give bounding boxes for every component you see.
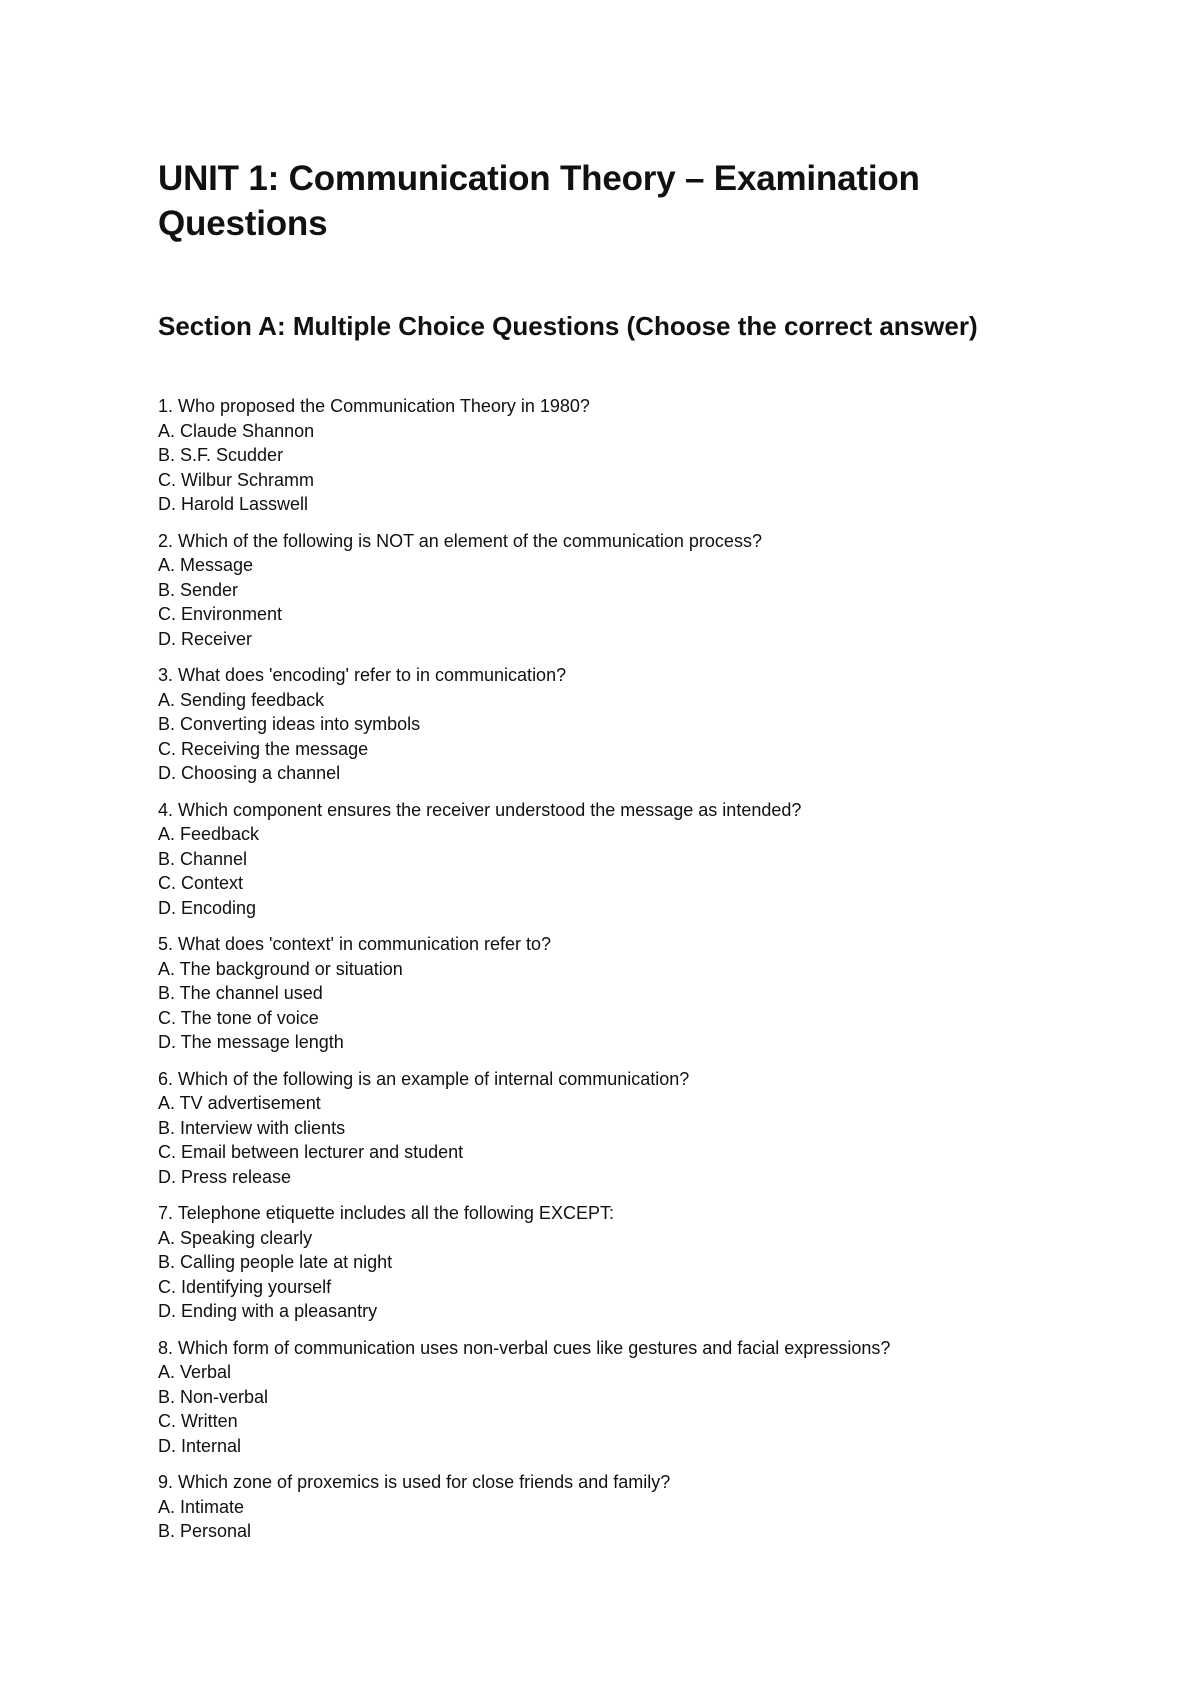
question-list (158, 394, 1058, 1556)
option-d: D. Internal (158, 1435, 242, 1456)
option-d: D. Encoding (158, 897, 257, 918)
document-page (158, 156, 1058, 1541)
option-b: B. Calling people late at night (158, 1252, 393, 1272)
option-a: A. Speaking clearly (158, 1227, 313, 1248)
option-a: A. The background or situation (158, 958, 403, 979)
option-c: C. Environment (158, 604, 283, 624)
option-b: B. S.F. Scudder (158, 445, 284, 465)
option-b: B. Sender (158, 579, 239, 600)
option-a: A. Message (158, 555, 254, 575)
option-a: A. TV advertisement (158, 1093, 321, 1113)
option-b: B. Non-verbal (158, 1386, 269, 1407)
option-b: B. Channel (158, 848, 248, 869)
option-c: C. Written (158, 1411, 238, 1431)
question-2 (158, 529, 1058, 652)
document-title: UNIT 1: Communication Theory – Examination Questions (158, 159, 920, 243)
option-b: B. Interview with clients (158, 1117, 346, 1138)
option-a: A. Sending feedback (158, 689, 325, 710)
option-a: A. Intimate (158, 1496, 245, 1517)
question-7 (158, 1201, 1058, 1324)
option-a: A. Claude Shannon (158, 420, 315, 441)
section-title: Section A: Multiple Choice Questions (Choose the correct answer) (158, 311, 978, 341)
option-d: D. Press release (158, 1166, 292, 1187)
question-text: 3. What does 'encoding' refer to in communication? (158, 665, 567, 685)
option-b: B. Personal (158, 1521, 252, 1541)
option-c: C. Receiving the message (158, 738, 369, 759)
option-c: C. Context (158, 873, 244, 893)
option-d: D. Ending with a pleasantry (158, 1301, 378, 1321)
option-d: D. Choosing a channel (158, 763, 341, 783)
option-a: A. Verbal (158, 1362, 232, 1382)
option-b: B. The channel used (158, 983, 323, 1003)
question-text: 5. What does 'context' in communication refer to? (158, 934, 552, 954)
option-a: A. Feedback (158, 824, 260, 844)
question-text: 4. Which component ensures the receiver understood the message as intended? (158, 799, 802, 820)
question-text: 2. Which of the following is NOT an element of the communication process? (158, 530, 762, 551)
question-9 (158, 1470, 1058, 1544)
question-8 (158, 1336, 1058, 1459)
question-text: 9. Which zone of proxemics is used for close friends and family? (158, 1472, 671, 1492)
option-d: D. The message length (158, 1032, 344, 1052)
option-d: D. Receiver (158, 628, 253, 649)
option-c: C. Wilbur Schramm (158, 469, 315, 490)
option-b: B. Converting ideas into symbols (158, 714, 421, 734)
question-6 (158, 1067, 1058, 1190)
question-text: 6. Which of the following is an example of internal communication? (158, 1068, 690, 1089)
question-text: 7. Telephone etiquette includes all the following EXCEPT: (158, 1203, 614, 1223)
question-5 (158, 932, 1058, 1055)
question-text: 8. Which form of communication uses non-verbal cues like gestures and facial expressions? (158, 1337, 891, 1358)
question-3 (158, 663, 1058, 786)
question-text: 1. Who proposed the Communication Theory in 1980? (158, 396, 590, 416)
option-d: D. Harold Lasswell (158, 494, 309, 514)
option-c: C. Email between lecturer and student (158, 1142, 464, 1162)
option-c: C. The tone of voice (158, 1007, 319, 1028)
question-1 (158, 394, 1058, 517)
question-4 (158, 798, 1058, 921)
option-c: C. Identifying yourself (158, 1276, 332, 1297)
